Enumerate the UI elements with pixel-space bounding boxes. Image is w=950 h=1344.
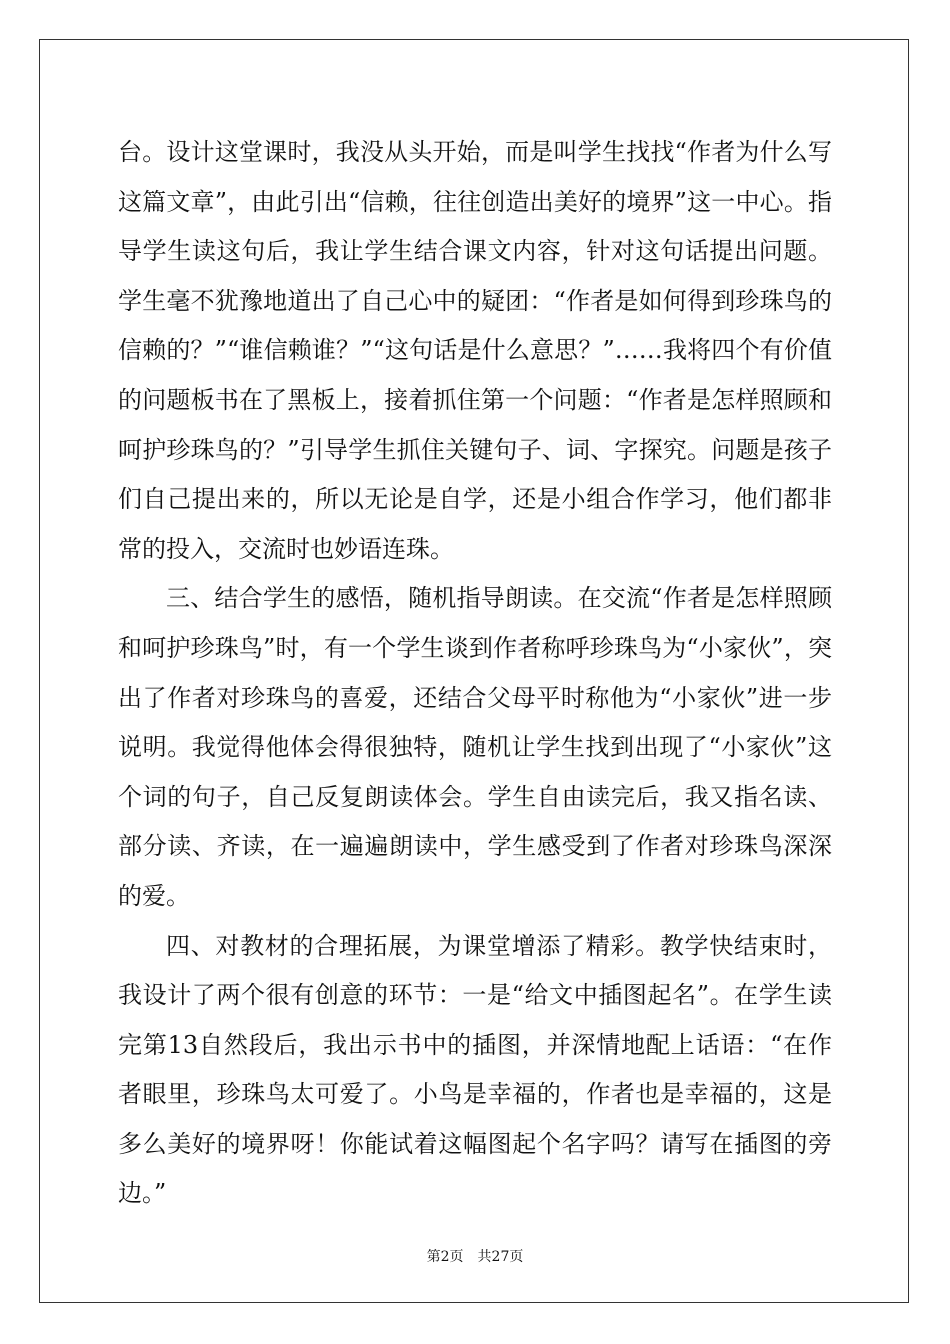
paragraph-section-three: 三、结合学生的感悟，随机指导朗读。在交流“作者是怎样照顾和呵护珍珠鸟”时，有一个学生谈到作者称呼珍珠鸟为“小家伙”，突出了作者对珍珠鸟的喜爱，还结合父母平时称他为“小家伙”进一步说明。我觉得他体会得很独特，随机让学生找到出现了“小家伙”这个词的句子，自己反复朗读体会。学生自由读完后，我又指名读、部分读、齐读，在一遍遍朗读中，学生感受到了作者对珍珠鸟深深的爱。 — [118, 584, 832, 910]
paragraph-section-four: 四、对教材的合理拓展，为课堂增添了精彩。教学快结束时，我设计了两个很有创意的环节：一是“给文中插图起名”。在学生读完第13自然段后，我出示书中的插图，并深情地配上话语：“在作者眼里，珍珠鸟太可爱了。小鸟是幸福的，作者也是幸福的，这是多么美好的境界呀！你能试着这幅图起个名字吗？请写在插图的旁边。” — [118, 931, 832, 1208]
document-body — [118, 128, 832, 1219]
paragraph-continued: 台。设计这堂课时，我没从头开始，而是叫学生找找“作者为什么写这篇文章”，由此引出“信赖，往往创造出美好的境界”这一中心。指导学生读这句后，我让学生结合课文内容，针对这句话提出问题。学生毫不犹豫地道出了自己心中的疑团：“作者是如何得到珍珠鸟的信赖的？”“谁信赖谁？”“这句话是什么意思？”……我将四个有价值的问题板书在了黑板上，接着抓住第一个问题：“作者是怎样照顾和呵护珍珠鸟的？”引导学生抓住关键句子、词、字探究。问题是孩子们自己提出来的，所以无论是自学，还是小组合作学习，他们都非常的投入，交流时也妙语连珠。 — [118, 138, 832, 563]
page-number-footer: 第2页 共27页 — [426, 1249, 524, 1265]
